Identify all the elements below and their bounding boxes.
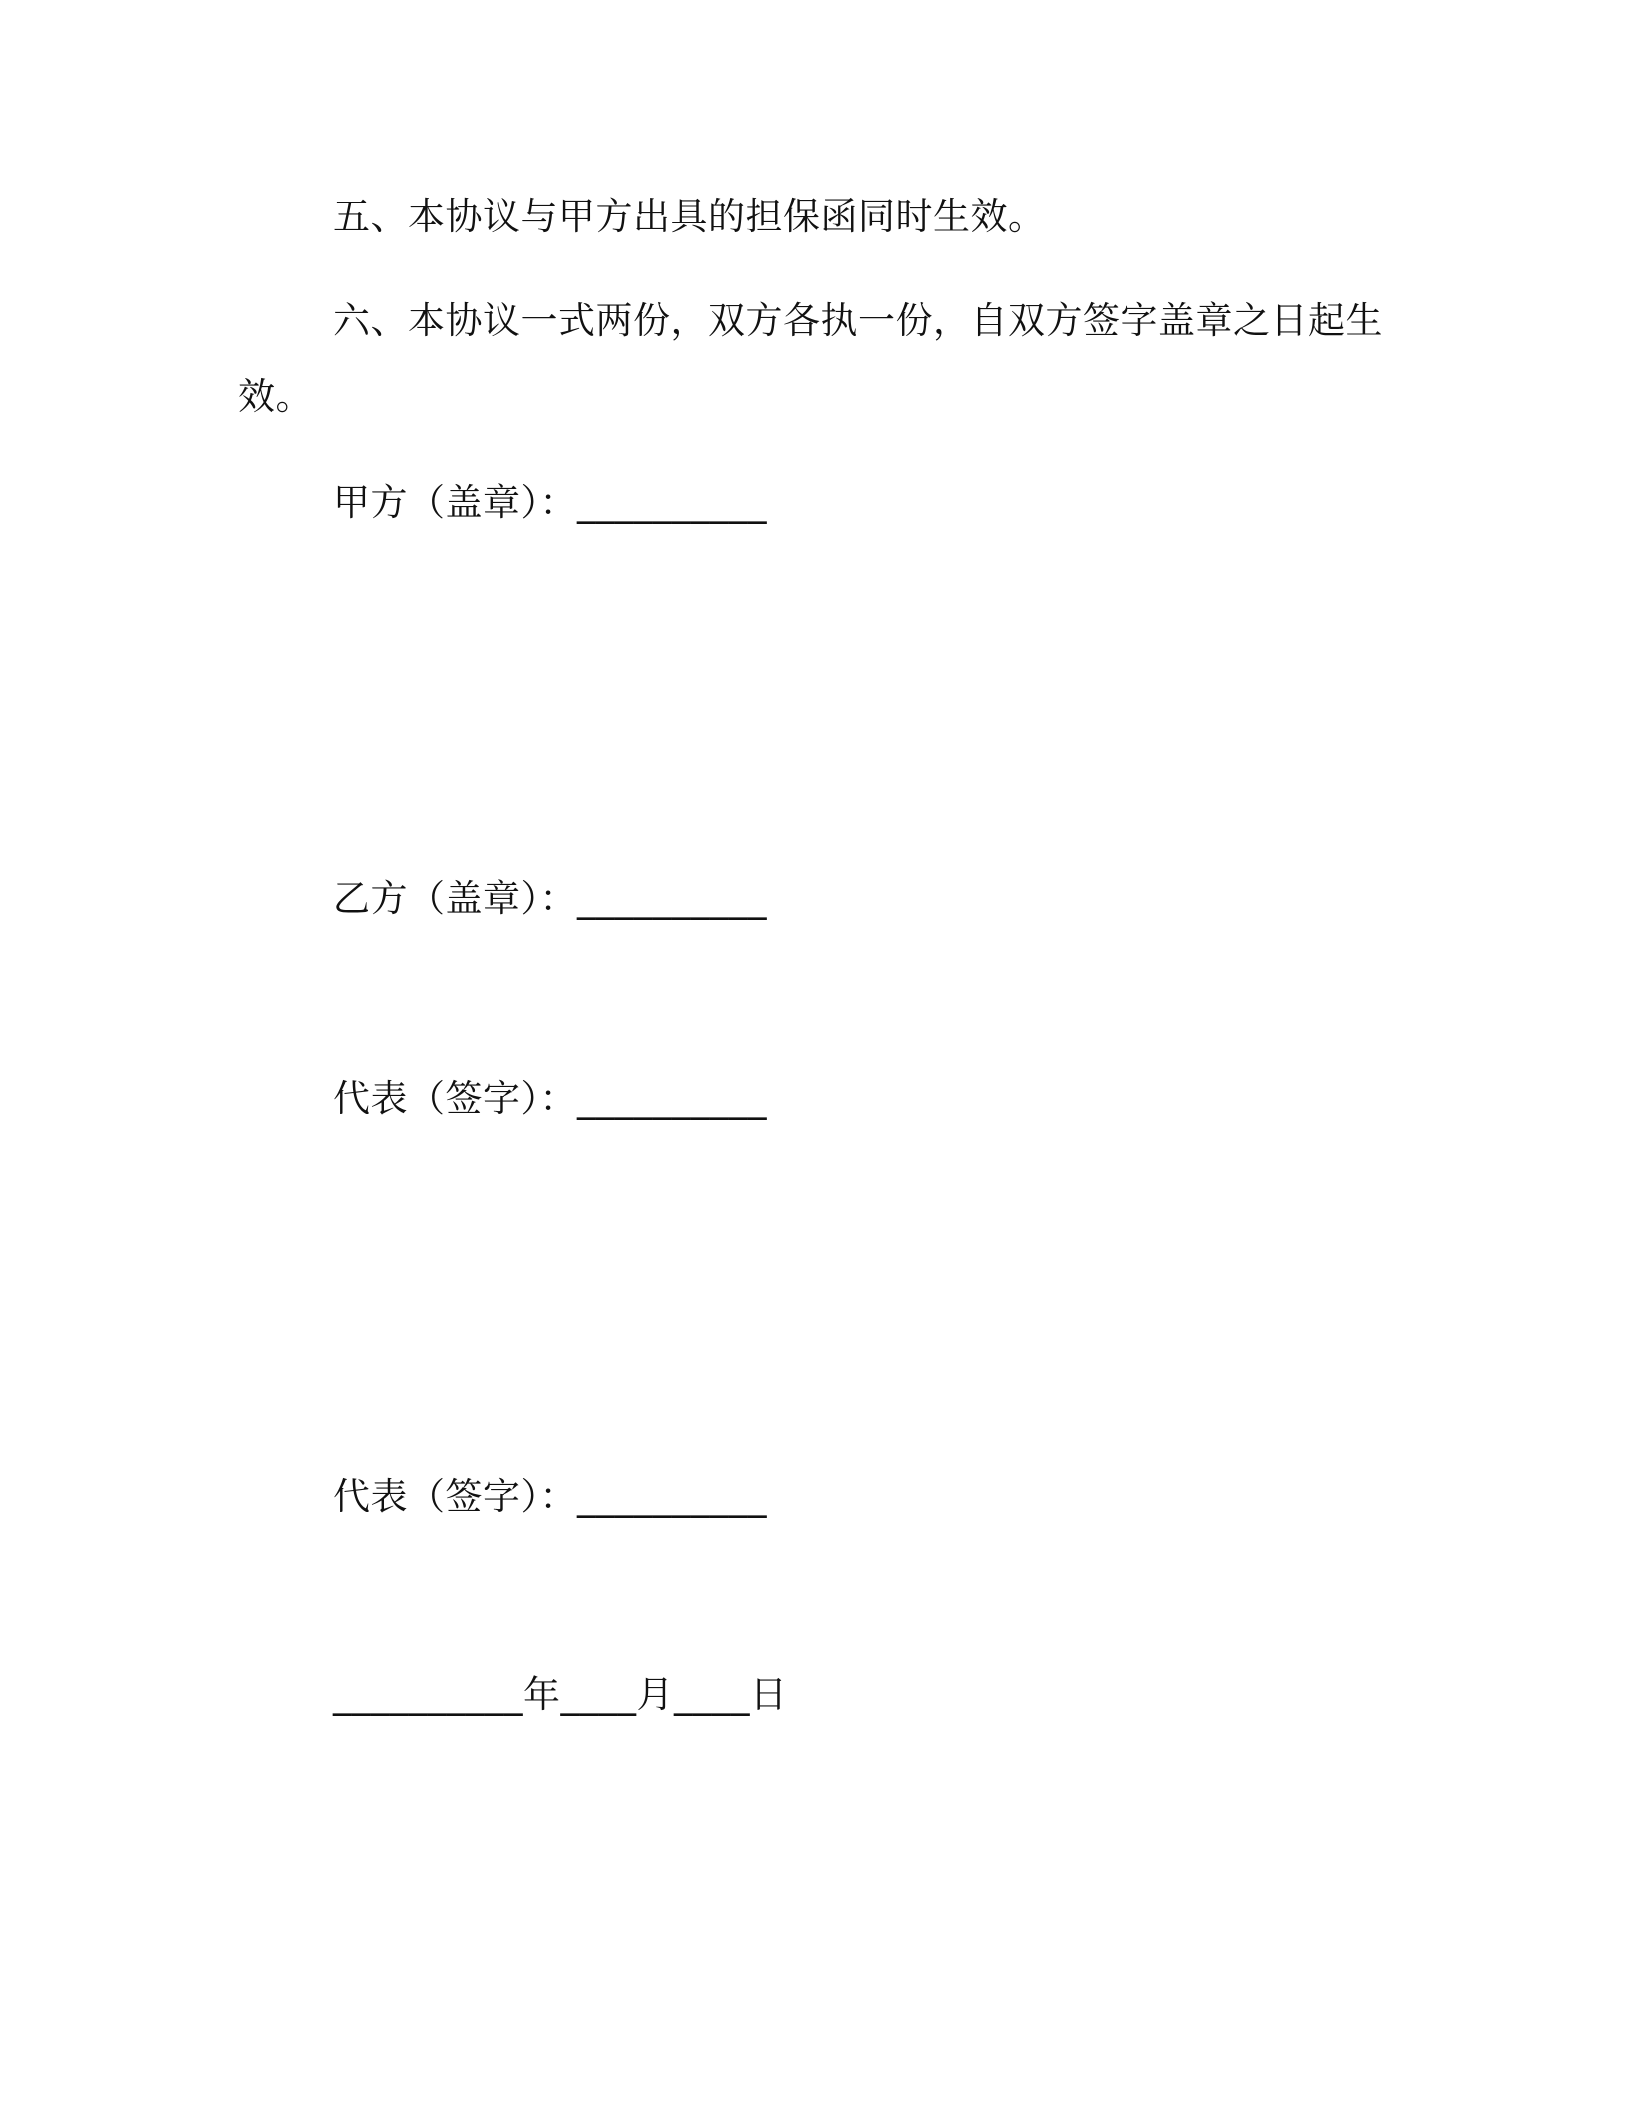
clause-5-text: 五、本协议与甲方出具的担保函同时生效。 bbox=[333, 195, 1046, 238]
representative-signature-line-1: 代表（签字）：__________ bbox=[333, 1077, 767, 1120]
party-b-seal-line: 乙方（盖章）：__________ bbox=[333, 877, 767, 920]
date-line: __________年____月____日 bbox=[333, 1673, 788, 1716]
clause-6-text-continuation: 效。 bbox=[238, 375, 313, 418]
party-a-seal-line: 甲方（盖章）：__________ bbox=[333, 481, 767, 524]
representative-signature-line-2: 代表（签字）：__________ bbox=[333, 1475, 767, 1518]
clause-6-text: 六、本协议一式两份，双方各执一份，自双方签字盖章之日起生 bbox=[333, 299, 1383, 342]
